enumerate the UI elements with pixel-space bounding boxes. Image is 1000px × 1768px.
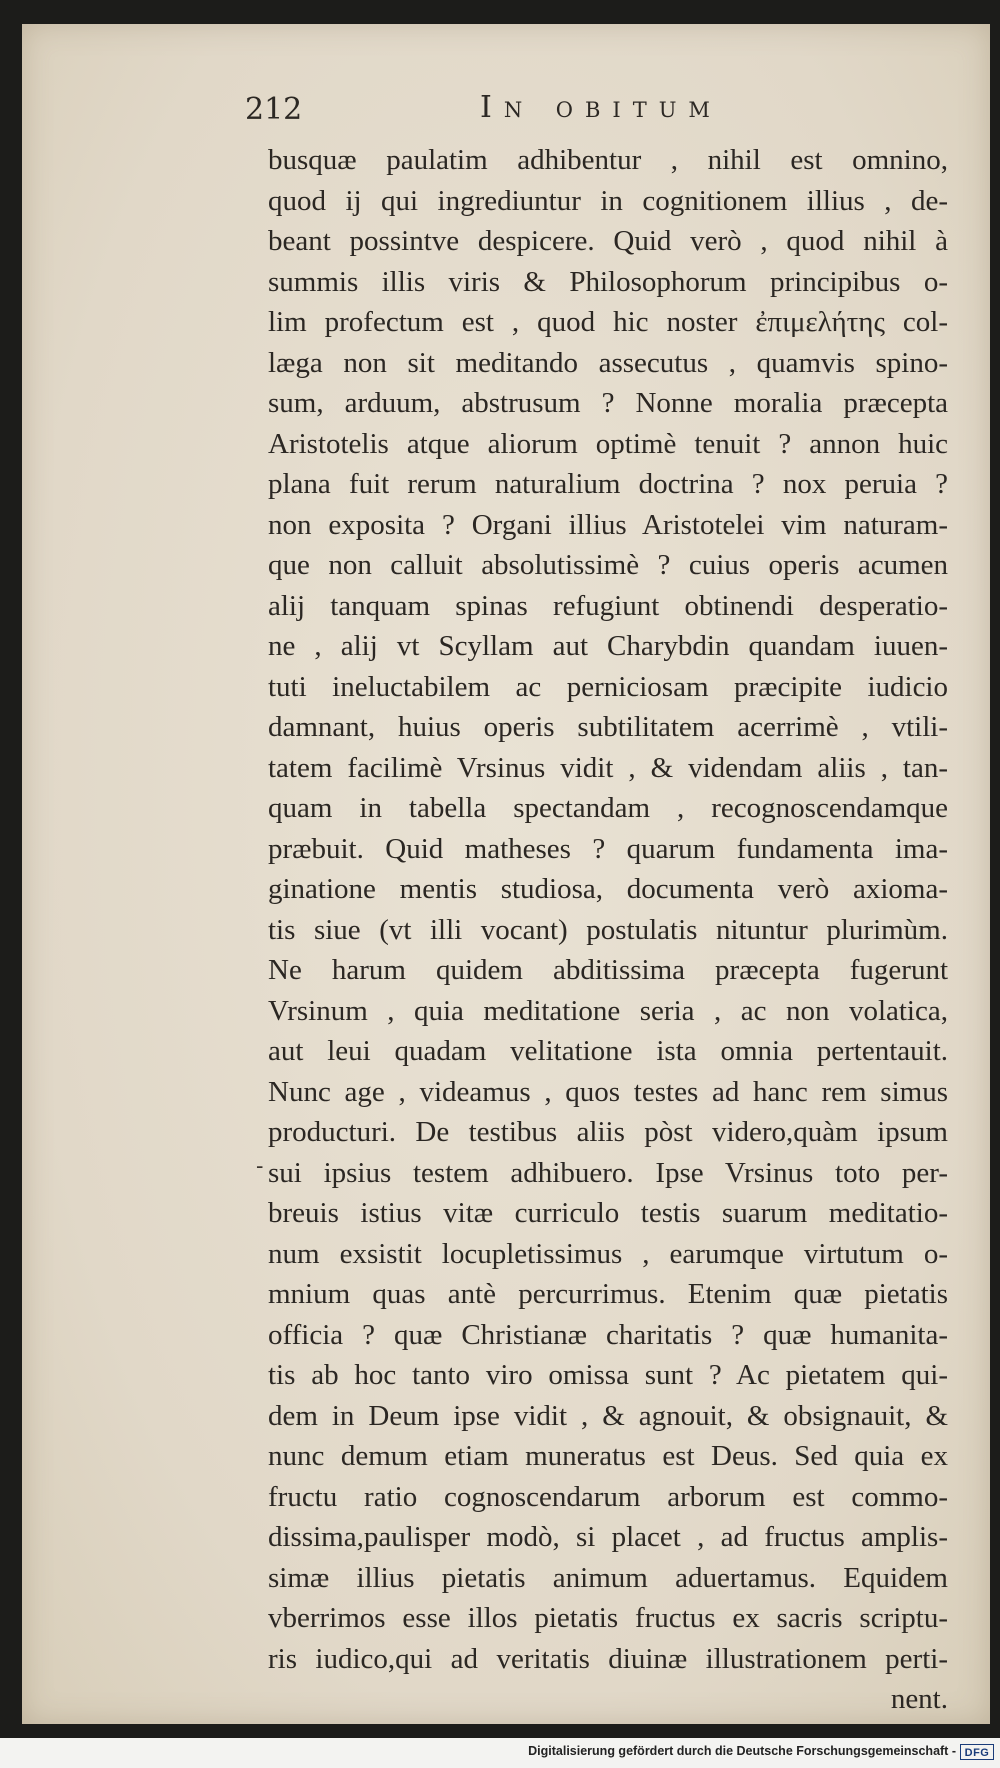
text-line: summis illis viris & Philosophorum principibus o- — [268, 265, 948, 298]
text-line: lim profectum est , quod hic noster ἐπιμελήτης col- — [268, 306, 948, 338]
text-line: Nunc age , videamus , quos testes ad hanc rem simus — [268, 1075, 948, 1108]
text-line: mnium quas antè percurrimus. Etenim quæ pietatis — [268, 1278, 948, 1310]
text-line: alij tanquam spinas refugiunt obtinendi desperatio- — [268, 589, 948, 622]
text-line: ne , alij vt Scyllam aut Charybdin quandam iuuen- — [268, 630, 948, 662]
text-line: tis siue (vt illi vocant) postulatis nituntur plurimùm. — [268, 913, 948, 946]
running-head: In obitum — [480, 90, 722, 125]
footer-bar — [0, 1738, 1000, 1768]
text-line: præbuit. Quid matheses ? quarum fundamenta ima- — [268, 832, 948, 865]
text-line: tis ab hoc tanto viro omissa sunt ? Ac pietatem qui- — [268, 1359, 948, 1391]
text-line: Vrsinum , quia meditatione seria , ac non volatica, — [268, 994, 948, 1027]
text-line: quod ij qui ingrediuntur in cognitionem illius , de- — [268, 184, 948, 217]
text-line: Aristotelis atque aliorum optimè tenuit ? annon huic — [268, 427, 948, 460]
text-line: dissima,paulisper modò, si placet , ad fructus amplis- — [268, 1521, 948, 1553]
margin-mark: - — [256, 1154, 264, 1179]
text-line: ginatione mentis studiosa, documenta verò axioma- — [268, 873, 948, 905]
text-line: quam in tabella spectandam , recognoscendamque — [268, 792, 948, 824]
text-line: officia ? quæ Christianæ charitatis ? quæ humanita- — [268, 1318, 948, 1351]
text-line: busquæ paulatim adhibentur , nihil est omnino, — [268, 144, 948, 176]
text-line: sum, arduum, abstrusum ? Nonne moralia præcepta — [268, 387, 948, 419]
page-number: 212 — [245, 92, 303, 127]
text-line: ris iudico,qui ad veritatis diuinæ illustrationem perti- — [268, 1642, 948, 1675]
text-line: plana fuit rerum naturalium doctrina ? nox peruia ? — [268, 468, 948, 500]
text-line: fructu ratio cognoscendarum arborum est commo- — [268, 1480, 948, 1513]
text-line: beant possintve despicere. Quid verò , quod nihil à — [268, 225, 948, 257]
text-line: sui ipsius testem adhibuero. Ipse Vrsinus toto per- — [268, 1156, 948, 1189]
text-line: aut leui quadam velitatione ista omnia pertentauit. — [268, 1035, 948, 1067]
funding-credit: Digitalisierung gefördert durch die Deutsche Forschungsgemeinschaft - — [528, 1744, 956, 1758]
text-line: non exposita ? Organi illius Aristotelei vim naturam- — [268, 508, 948, 541]
text-line: Ne harum quidem abditissima præcepta fugerunt — [268, 954, 948, 986]
text-line: simæ illius pietatis animum aduertamus. Equidem — [268, 1561, 948, 1594]
text-line: læga non sit meditando assecutus , quamvis spino- — [268, 346, 948, 379]
text-line: tatem facilimè Vrsinus vidit , & videndam aliis , tan- — [268, 751, 948, 784]
catchword: nent. — [890, 1683, 948, 1715]
text-line: damnant, huius operis subtilitatem acerrimè , vtili- — [268, 711, 948, 743]
text-line: breuis istius vitæ curriculo testis suarum meditatio- — [268, 1197, 948, 1229]
text-line: tuti ineluctabilem ac perniciosam præcipite iudicio — [268, 670, 948, 703]
text-line: nunc demum etiam muneratus est Deus. Sed quia ex — [268, 1440, 948, 1472]
text-line: dem in Deum ipse vidit , & agnouit, & obsignauit, & — [268, 1399, 948, 1432]
text-line: que non calluit absolutissimè ? cuius operis acumen — [268, 549, 948, 581]
body-text — [268, 140, 948, 1720]
dfg-logo-icon: DFG — [960, 1744, 994, 1760]
text-line: vberrimos esse illos pietatis fructus ex sacris scriptu- — [268, 1602, 948, 1634]
text-line: producturi. De testibus aliis pòst videro,quàm ipsum — [268, 1116, 948, 1148]
text-line: num exsistit locupletissimus , earumque virtutum o- — [268, 1237, 948, 1270]
